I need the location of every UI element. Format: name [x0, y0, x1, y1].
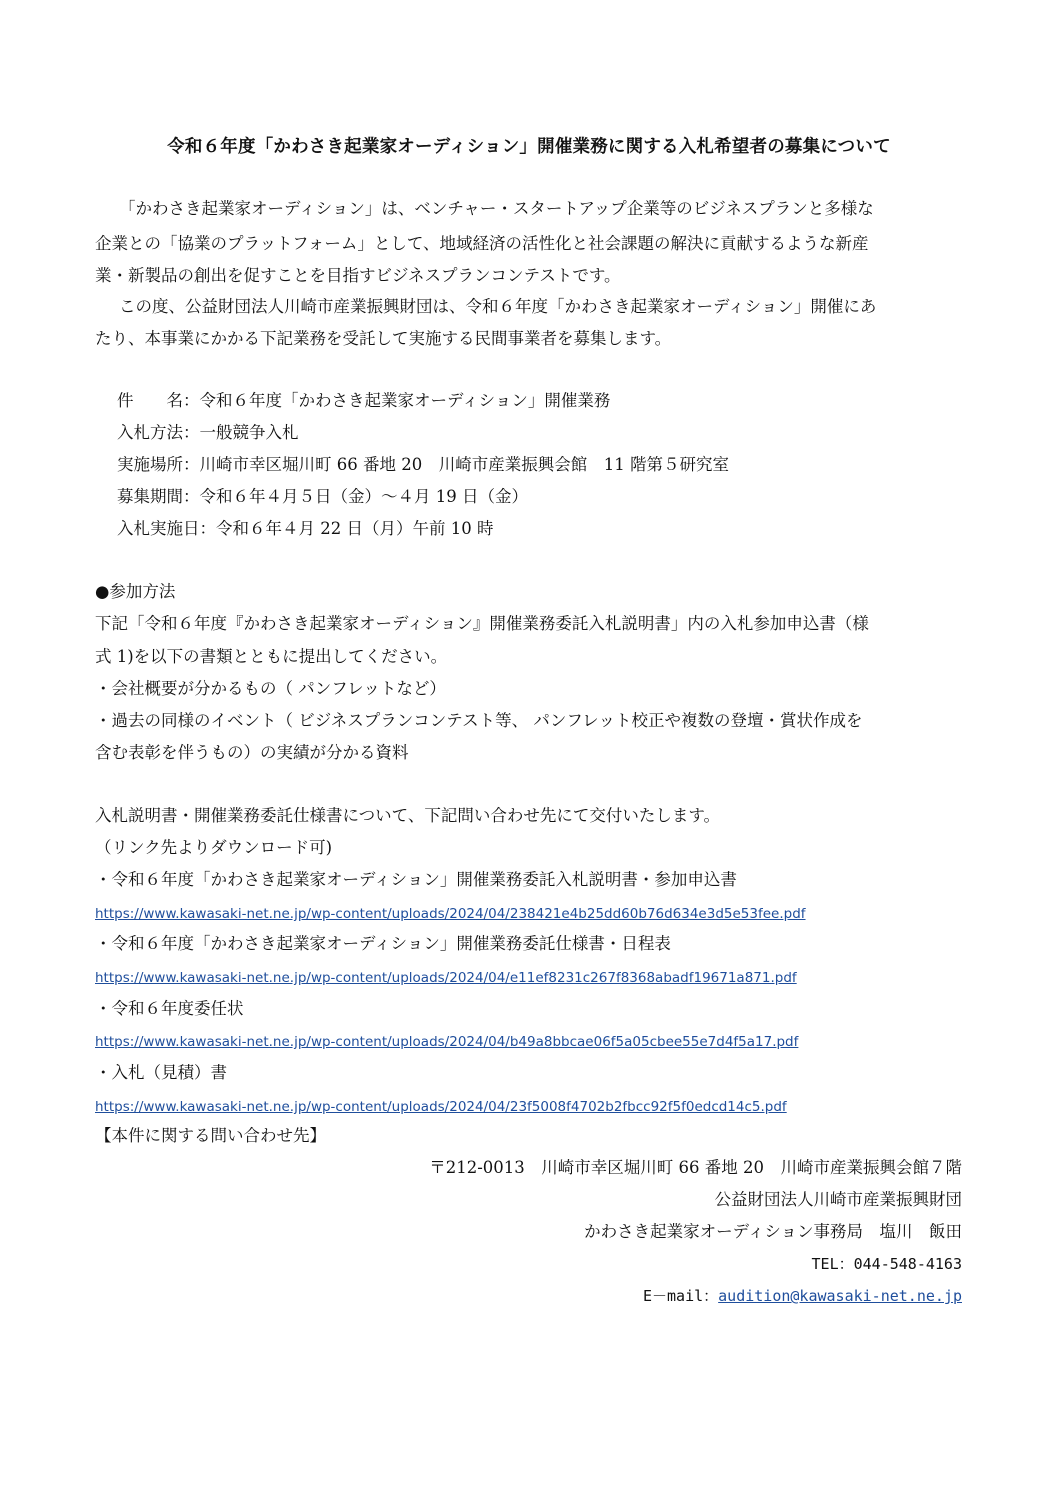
- doc-label-3: ・令和６年度委任状: [95, 999, 244, 1018]
- contact-email-link[interactable]: audition@kawasaki-net.ne.jp: [718, 1287, 962, 1305]
- participation-line1: 下記「令和６年度『かわさき起業家オーディション』開催業務委託入札説明書」内の入札参加申込書（様: [95, 614, 869, 633]
- contact-organization: 公益財団法人川崎市産業振興財団: [714, 1190, 962, 1209]
- participation-bullet2-line2: 含む表彰を伴うもの）の実績が分かる資料: [95, 743, 409, 762]
- detail-method: 入札方法：一般競争入札: [117, 423, 299, 442]
- intro-p1-line1: 「かわさき起業家オーディション」は、ベンチャー・スタートアップ企業等のビジネスプランと多様な: [119, 199, 874, 218]
- intro-p2-line1: この度、公益財団法人川崎市産業振興財団は、令和６年度「かわさき起業家オーディション」開催にあ: [119, 297, 877, 316]
- participation-line2: 式 1)を以下の書類とともに提出してください。: [95, 647, 448, 666]
- contact-office: かわさき起業家オーディション事務局 塩川 飯田: [584, 1222, 962, 1241]
- contact-heading: 【本件に関する問い合わせ先】: [95, 1126, 326, 1145]
- intro-p2-line2: たり、本事業にかかる下記業務を受託して実施する民間事業者を募集します。: [95, 329, 672, 348]
- doc-link-3[interactable]: https://www.kawasaki-net.ne.jp/wp-content/uploads/2024/04/b49a8bbcae06f5a05cbee55e7d4f5a17.pdf: [95, 1034, 799, 1050]
- intro-p1-line3: 業・新製品の創出を促すことを目指すビジネスプランコンテストです。: [95, 266, 621, 285]
- doc-label-1: ・令和６年度「かわさき起業家オーディション」開催業務委託入札説明書・参加申込書: [95, 870, 737, 889]
- participation-bullet1: ・会社概要が分かるもの（ パンフレットなど）: [95, 679, 446, 698]
- detail-item-name: 件 名：令和６年度「かわさき起業家オーディション」開催業務: [117, 391, 611, 410]
- contact-email-row: [643, 1284, 962, 1308]
- detail-date: 入札実施日：令和６年４月 22 日（月）午前 10 時: [117, 519, 494, 538]
- contact-email-label: E－mail：: [643, 1287, 719, 1305]
- documents-note: （リンク先よりダウンロード可): [95, 838, 333, 857]
- detail-location: 実施場所：川崎市幸区堀川町 66 番地 20 川崎市産業振興会館 11 階第５研究室: [117, 455, 729, 474]
- doc-label-4: ・入札（見積）書: [95, 1063, 227, 1082]
- doc-link-2[interactable]: https://www.kawasaki-net.ne.jp/wp-content/uploads/2024/04/e11ef8231c267f8368abadf19671a871.pdf: [95, 970, 797, 986]
- participation-bullet2-line1: ・過去の同様のイベント（ ビジネスプランコンテスト等、 パンフレット校正や複数の登壇・賞状作成を: [95, 711, 863, 730]
- documents-intro: 入札説明書・開催業務委託仕様書について、下記問い合わせ先にて交付いたします。: [95, 806, 721, 825]
- doc-label-2: ・令和６年度「かわさき起業家オーディション」開催業務委託仕様書・日程表: [95, 934, 671, 953]
- contact-address: 〒212-0013 川崎市幸区堀川町 66 番地 20 川崎市産業振興会館７階: [429, 1158, 962, 1177]
- contact-tel: TEL：044-548-4163: [811, 1255, 962, 1273]
- intro-p1-line2: 企業との「協業のプラットフォーム」として、地域経済の活性化と社会課題の解決に貢献するような新産: [95, 234, 869, 253]
- doc-link-4[interactable]: https://www.kawasaki-net.ne.jp/wp-content/uploads/2024/04/23f5008f4702b2fbcc92f5f0edcd14c5.pdf: [95, 1099, 787, 1115]
- document-title: 令和６年度「かわさき起業家オーディション」開催業務に関する入札希望者の募集について: [167, 137, 891, 157]
- detail-period: 募集期間：令和６年４月５日（金）～４月 19 日（金）: [117, 487, 528, 506]
- doc-link-1[interactable]: https://www.kawasaki-net.ne.jp/wp-content/uploads/2024/04/238421e4b25dd60b76d634e3d5e53fee.pdf: [95, 906, 806, 922]
- participation-heading: ●参加方法: [95, 582, 176, 601]
